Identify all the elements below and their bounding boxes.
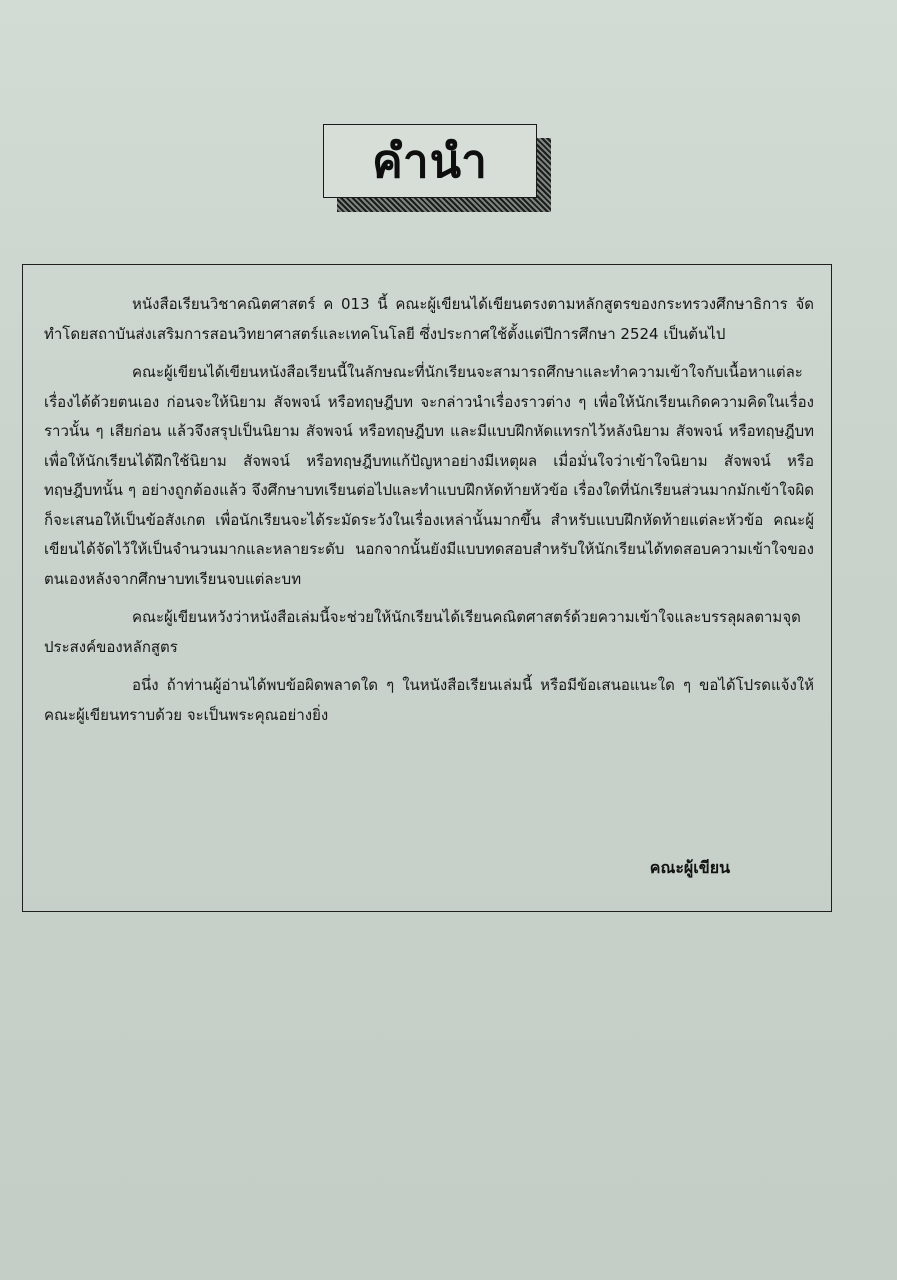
preface-paragraph-4: อนึ่ง ถ้าท่านผู้อ่านได้พบข้อผิดพลาดใด ๆ ในหนังสือเรียนเล่มนี้ หรือมีข้อเสนอแนะใด ๆ ขอได้โปรดแจ้งให้คณะผู้เขียนทราบด้วย จะเป็นพระคุณอย่างยิ่ง [44,676,814,724]
author-signature: คณะผู้เขียน [649,858,730,877]
preface-paragraph-2: คณะผู้เขียนได้เขียนหนังสือเรียนนี้ในลักษณะที่นักเรียนจะสามารถศึกษาและทำความเข้าใจกับเนื้อหาแต่ละเรื่องได้ด้วยตนเอง ก่อนจะให้นิยาม สัจพจน์ หรือทฤษฎีบท จะกล่าวนำเรื่องราวต่าง ๆ เพื่อให้นักเรียนเกิดความคิดในเรื่องราวนั้น ๆ เสียก่อน แล้วจึงสรุปเป็นนิยาม สัจพจน์ หรือทฤษฎีบท และมีแบบฝึกหัดแทรกไว้หลังนิยาม สัจพจน์ หรือทฤษฎีบท เพื่อให้นักเรียนได้ฝึกใช้นิยาม สัจพจน์ หรือทฤษฎีบทแก้ปัญหาอย่างมีเหตุผล เมื่อมั่นใจว่าเข้าใจนิยาม สัจพจน์ หรือทฤษฎีบทนั้น ๆ อย่างถูกต้องแล้ว จึงศึกษาบทเรียนต่อไปและทำแบบฝึกหัดท้ายหัวข้อ เรื่องใดที่นักเรียนส่วนมากมักเข้าใจผิดก็จะเสนอให้เป็นข้อสังเกต เพื่อนักเรียนจะได้ระมัดระวังในเรื่องเหล่านั้นมากขึ้น สำหรับแบบฝึกหัดท้ายแต่ละหัวข้อ คณะผู้เขียนได้จัดไว้ให้เป็นจำนวนมากและหลายระดับ นอกจากนั้นยังมีแบบทดสอบสำหรับให้นักเรียนได้ทดสอบความเข้าใจของตนเองหลังจากศึกษาบทเรียนจบแต่ละบท [44,363,814,588]
title-block [323,124,555,216]
title-box [323,124,537,198]
preface-paragraph-3: คณะผู้เขียนหวังว่าหนังสือเล่มนี้จะช่วยให้นักเรียนได้เรียนคณิตศาสตร์ด้วยความเข้าใจและบรรลุผลตามจุดประสงค์ของหลักสูตร [44,608,801,656]
preface-paragraph-1: หนังสือเรียนวิชาคณิตศาสตร์ ค 013 นี้ คณะผู้เขียนได้เขียนตรงตามหลักสูตรของกระทรวงศึกษาธิการ จัดทำโดยสถาบันส่งเสริมการสอนวิทยาศาสตร์และเทคโนโลยี ซึ่งประกาศใช้ตั้งแต่ปีการศึกษา 2524 เป็นต้นไป [44,295,814,343]
preface-body [44,290,814,730]
page-title: คำนำ [372,134,488,188]
